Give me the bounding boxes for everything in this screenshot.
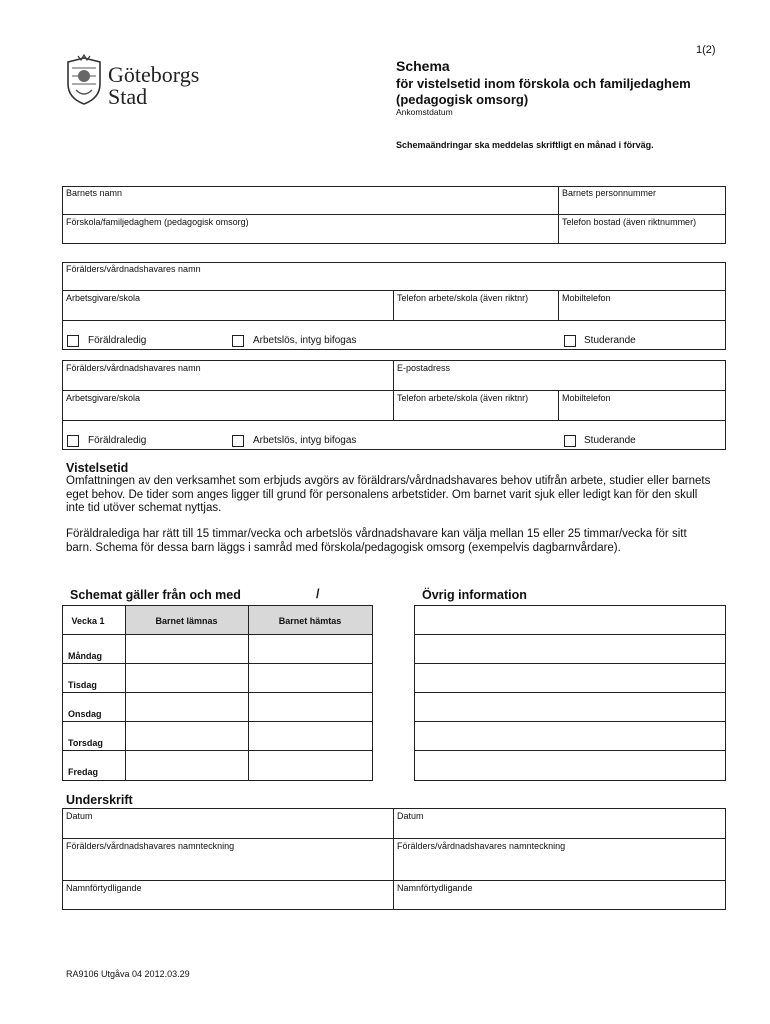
logo-text-line2: Stad	[108, 84, 148, 109]
schedule-col-drop-off: Barnet lämnas	[155, 616, 218, 626]
logo-text-line1: Göteborgs	[108, 62, 200, 87]
guardian1-student-label: Studerande	[584, 335, 636, 346]
schedule-day-tuesday: Tisdag	[68, 680, 97, 690]
child-name-field[interactable]: Barnets namn	[66, 188, 123, 198]
schedule-day-thursday: Torsdag	[68, 738, 103, 748]
guardian2-unemployed-checkbox[interactable]	[232, 435, 244, 447]
guardian2-work-phone-field[interactable]: Telefon arbete/skola (även riktnr)	[397, 393, 529, 403]
coat-of-arms-icon	[64, 54, 104, 106]
guardian2-parental-leave-checkbox[interactable]	[67, 435, 79, 447]
city-logo	[64, 54, 224, 108]
guardian2-parental-leave-label: Föräldraledig	[88, 435, 147, 446]
schedule-date-slash[interactable]: /	[316, 587, 320, 601]
guardian1-parental-leave-label: Föräldraledig	[88, 335, 147, 346]
guardian2-email-field[interactable]: E-postadress	[397, 363, 451, 373]
vistelsetid-p2-line2: barn. Schema för dessa barn läggs i samråd med förskola/pedagogisk omsorg (exempelvis dagbarnvårdare).	[66, 541, 621, 554]
guardian2-student-label: Studerande	[584, 435, 636, 446]
guardian1-employer-field[interactable]: Arbetsgivare/skola	[66, 293, 141, 303]
signature-date-field-2[interactable]: Datum	[397, 811, 424, 821]
schedule-col-pick-up: Barnet hämtas	[278, 616, 342, 626]
guardian2-name-field[interactable]: Förälders/vårdnadshavares namn	[66, 363, 201, 373]
vistelsetid-p1-line2: eget behov. De tider som anges ligger till grund för personalens arbetstider. Om barnet varit sjuk eller ledigt kan för den skull	[66, 488, 698, 501]
signature-heading: Underskrift	[66, 793, 133, 807]
guardian2-signature-field[interactable]: Förälders/vårdnadshavares namnteckning	[397, 841, 566, 851]
guardian2-unemployed-label: Arbetslös, intyg bifogas	[253, 435, 357, 446]
change-notice: Schemaändringar ska meddelas skriftligt en månad i förväg.	[396, 140, 654, 150]
vistelsetid-paragraph-1	[66, 475, 746, 516]
schedule-day-wednesday: Onsdag	[68, 709, 102, 719]
signature-date-field-1[interactable]: Datum	[66, 811, 93, 821]
other-info-box[interactable]	[414, 605, 726, 781]
form-subtitle-2: (pedagogisk omsorg)	[396, 92, 529, 107]
guardian1-parental-leave-checkbox[interactable]	[67, 335, 79, 347]
home-phone-field[interactable]: Telefon bostad (även riktnummer)	[562, 217, 697, 227]
child-pnr-field[interactable]: Barnets personnummer	[562, 188, 657, 198]
form-title: Schema	[396, 58, 450, 74]
guardian2-mobile-field[interactable]: Mobiltelefon	[562, 393, 611, 403]
schedule-heading: Schemat gäller från och med	[70, 588, 241, 602]
signature-box	[62, 808, 726, 910]
guardian2-name-clarification-field[interactable]: Namnförtydligande	[397, 883, 473, 893]
schedule-day-monday: Måndag	[68, 651, 103, 661]
preschool-field[interactable]: Förskola/familjedaghem (pedagogisk omsorg)	[66, 217, 249, 227]
guardian1-student-checkbox[interactable]	[564, 335, 576, 347]
page-number: 1(2)	[696, 44, 716, 56]
guardian1-mobile-field[interactable]: Mobiltelefon	[562, 293, 611, 303]
guardian1-unemployed-label: Arbetslös, intyg bifogas	[253, 335, 357, 346]
vistelsetid-p1-line1: Omfattningen av den verksamhet som erbjuds avgörs av föräldrars/vårdnadshavares behov utifrån arbete, studier eller barnets	[66, 475, 711, 487]
guardian1-name-field[interactable]: Förälders/vårdnadshavares namn	[66, 264, 201, 274]
vistelsetid-p2-line1: Föräldralediga har rätt till 15 timmar/vecka och arbetslös vårdnadshavare kan välja mellan 15 eller 25 timmar/vecka för sitt	[66, 528, 687, 540]
schedule-col-week: Vecka 1	[71, 616, 105, 626]
vistelsetid-paragraph-2	[66, 528, 746, 555]
guardian2-student-checkbox[interactable]	[564, 435, 576, 447]
vistelsetid-p1-line3: inte tid utöver schemat nyttjas.	[66, 502, 222, 514]
schedule-day-friday: Fredag	[68, 767, 99, 777]
arrival-date-label: Ankomstdatum	[396, 107, 453, 117]
guardian1-unemployed-checkbox[interactable]	[232, 335, 244, 347]
form-footer: RA9106 Utgåva 04 2012.03.29	[66, 969, 190, 979]
guardian1-signature-field[interactable]: Förälders/vårdnadshavares namnteckning	[66, 841, 235, 851]
other-info-heading: Övrig information	[422, 588, 527, 602]
guardian1-work-phone-field[interactable]: Telefon arbete/skola (även riktnr)	[397, 293, 529, 303]
vistelsetid-heading: Vistelsetid	[66, 461, 129, 475]
guardian1-name-clarification-field[interactable]: Namnförtydligande	[66, 883, 142, 893]
form-subtitle-1: för vistelsetid inom förskola och familjedaghem	[396, 76, 691, 91]
guardian2-employer-field[interactable]: Arbetsgivare/skola	[66, 393, 141, 403]
